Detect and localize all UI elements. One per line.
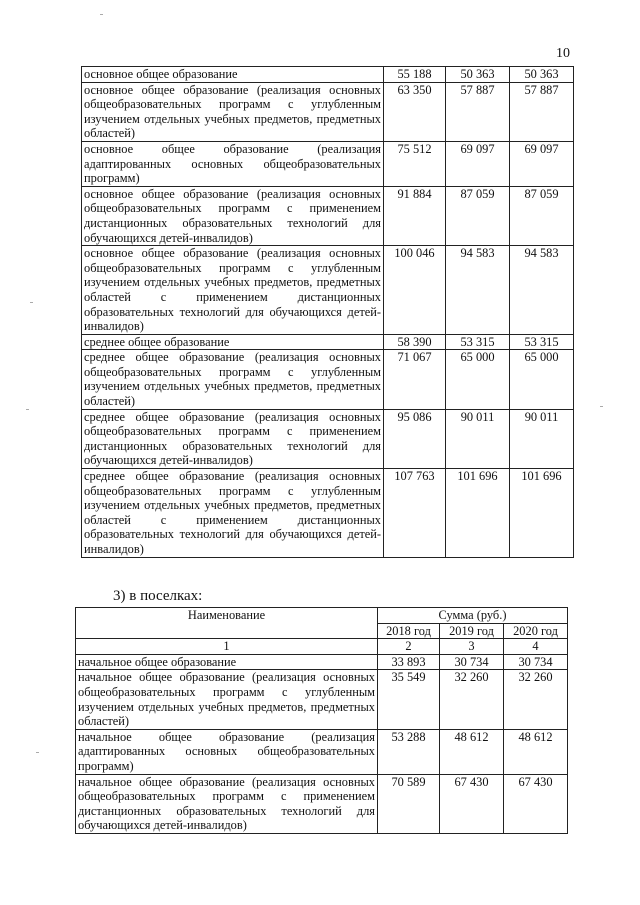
- scan-speck: [36, 752, 39, 753]
- column-number-2: 2: [378, 639, 440, 655]
- value-2019-cell: 48 612: [440, 729, 504, 774]
- column-header-2020: 2020 год: [504, 623, 568, 639]
- row-name-cell: среднее общее образование: [82, 334, 384, 350]
- table-row: [82, 246, 574, 335]
- column-header-sum: Сумма (руб.): [378, 608, 568, 624]
- table-row: [82, 334, 574, 350]
- row-name-cell: среднее общее образование (реализация основных общеобразовательных программ с применением дистанционных образовательных технологий для обучающихся детей-инвалидов): [82, 409, 384, 468]
- value-2019-cell: 65 000: [446, 350, 510, 409]
- row-name-cell: основное общее образование (реализация адаптированных основных общеобразовательных программ): [82, 141, 384, 186]
- value-2019-cell: 57 887: [446, 82, 510, 141]
- section-heading: 3) в поселках:: [113, 588, 203, 604]
- value-2020-cell: 87 059: [510, 186, 574, 245]
- row-name-cell: начальное общее образование (реализация основных общеобразовательных программ с углубленным изучением отдельных учебных предметов, предметных областей): [76, 670, 378, 729]
- table-row: [82, 409, 574, 468]
- value-2018-cell: 91 884: [384, 186, 446, 245]
- table-row: [82, 350, 574, 409]
- value-2019-cell: 30 734: [440, 654, 504, 670]
- row-name-cell: основное общее образование (реализация основных общеобразовательных программ с применением дистанционных образовательных технологий для обучающихся детей-инвалидов): [82, 186, 384, 245]
- value-2019-cell: 67 430: [440, 774, 504, 833]
- scan-speck: [600, 406, 603, 407]
- scan-speck: [100, 14, 103, 15]
- page-number: 10: [556, 46, 570, 61]
- row-name-cell: основное общее образование: [82, 67, 384, 83]
- table-row: [76, 670, 568, 729]
- value-2019-cell: 50 363: [446, 67, 510, 83]
- value-2019-cell: 101 696: [446, 469, 510, 558]
- value-2019-cell: 94 583: [446, 246, 510, 335]
- column-header-2018: 2018 год: [378, 623, 440, 639]
- value-2018-cell: 35 549: [378, 670, 440, 729]
- cost-table-settlements: [75, 607, 568, 834]
- value-2018-cell: 95 086: [384, 409, 446, 468]
- column-number-1: 1: [76, 639, 378, 655]
- numbering-row: [76, 639, 568, 655]
- value-2018-cell: 75 512: [384, 141, 446, 186]
- value-2018-cell: 33 893: [378, 654, 440, 670]
- value-2020-cell: 53 315: [510, 334, 574, 350]
- value-2018-cell: 100 046: [384, 246, 446, 335]
- row-name-cell: начальное общее образование (реализация основных общеобразовательных программ с применением дистанционных образовательных технологий для обучающихся детей-инвалидов): [76, 774, 378, 833]
- row-name-cell: основное общее образование (реализация основных общеобразовательных программ с углубленным изучением отдельных учебных предметов, предметных областей): [82, 82, 384, 141]
- value-2020-cell: 94 583: [510, 246, 574, 335]
- column-number-4: 4: [504, 639, 568, 655]
- row-name-cell: начальное общее образование (реализация адаптированных основных общеобразовательных программ): [76, 729, 378, 774]
- value-2020-cell: 57 887: [510, 82, 574, 141]
- table-row: [82, 186, 574, 245]
- scan-speck: [26, 409, 29, 410]
- value-2020-cell: 101 696: [510, 469, 574, 558]
- value-2018-cell: 70 589: [378, 774, 440, 833]
- value-2018-cell: 71 067: [384, 350, 446, 409]
- column-header-2019: 2019 год: [440, 623, 504, 639]
- value-2018-cell: 58 390: [384, 334, 446, 350]
- column-number-3: 3: [440, 639, 504, 655]
- row-name-cell: среднее общее образование (реализация основных общеобразовательных программ с углубленным изучением отдельных учебных предметов, предметных областей): [82, 350, 384, 409]
- table-row: [82, 469, 574, 558]
- value-2020-cell: 32 260: [504, 670, 568, 729]
- value-2019-cell: 32 260: [440, 670, 504, 729]
- table-row: [76, 774, 568, 833]
- value-2018-cell: 107 763: [384, 469, 446, 558]
- value-2020-cell: 30 734: [504, 654, 568, 670]
- table-row: [82, 141, 574, 186]
- value-2019-cell: 69 097: [446, 141, 510, 186]
- value-2019-cell: 90 011: [446, 409, 510, 468]
- header-row: [76, 608, 568, 624]
- scan-speck: [30, 302, 33, 303]
- value-2020-cell: 65 000: [510, 350, 574, 409]
- table-row: [76, 654, 568, 670]
- value-2020-cell: 50 363: [510, 67, 574, 83]
- table-row: [82, 82, 574, 141]
- value-2020-cell: 48 612: [504, 729, 568, 774]
- table-row: [82, 67, 574, 83]
- table-row: [76, 729, 568, 774]
- value-2019-cell: 53 315: [446, 334, 510, 350]
- column-header-name: Наименование: [76, 608, 378, 639]
- value-2018-cell: 63 350: [384, 82, 446, 141]
- row-name-cell: начальное общее образование: [76, 654, 378, 670]
- value-2020-cell: 90 011: [510, 409, 574, 468]
- cost-table-continued: [81, 66, 574, 558]
- value-2019-cell: 87 059: [446, 186, 510, 245]
- value-2018-cell: 53 288: [378, 729, 440, 774]
- row-name-cell: основное общее образование (реализация основных общеобразовательных программ с углубленным изучением отдельных учебных предметов, предметных областей с применением дистанционных образовательных технологий для обучающихся детей-инвалидов): [82, 246, 384, 335]
- value-2020-cell: 67 430: [504, 774, 568, 833]
- row-name-cell: среднее общее образование (реализация основных общеобразовательных программ с углубленным изучением отдельных учебных предметов, предметных областей с применением дистанционных образовательных технологий для обучающихся детей-инвалидов): [82, 469, 384, 558]
- value-2020-cell: 69 097: [510, 141, 574, 186]
- value-2018-cell: 55 188: [384, 67, 446, 83]
